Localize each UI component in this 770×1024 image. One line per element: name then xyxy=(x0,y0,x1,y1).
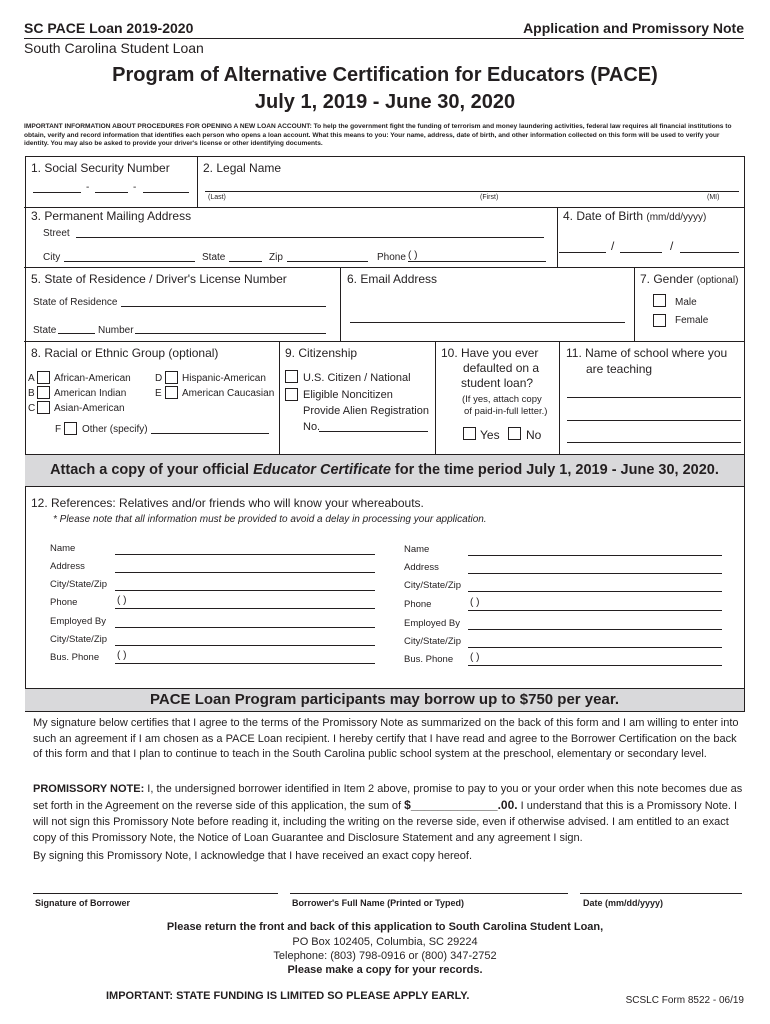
reference-2-field-5[interactable] xyxy=(468,629,722,630)
default-yes-label: Yes xyxy=(480,428,500,442)
dl-number-field[interactable] xyxy=(135,333,326,334)
divider xyxy=(279,341,280,454)
gender-male-checkbox[interactable] xyxy=(653,294,666,307)
gender-label xyxy=(640,272,738,286)
signature-field[interactable] xyxy=(33,893,278,894)
legal-name-first-caption: (First) xyxy=(480,194,499,201)
references-note: * Please note that all information must be provided to avoid a delay in processing your application. xyxy=(53,514,487,525)
race-option-letter: D xyxy=(155,373,163,384)
email-field[interactable] xyxy=(350,322,625,323)
reference-2-field-3[interactable] xyxy=(468,591,722,592)
alien-registration-label: Provide Alien Registration xyxy=(303,405,429,417)
reference-2-field-4[interactable] xyxy=(468,610,722,611)
attach-certificate-banner xyxy=(25,454,744,487)
school-label: 11. Name of school where you xyxy=(566,346,728,360)
date-field[interactable] xyxy=(580,893,742,894)
race-african-american-checkbox[interactable] xyxy=(37,371,50,384)
footer-important: IMPORTANT: STATE FUNDING IS LIMITED SO PLEASE APPLY EARLY. xyxy=(106,990,470,1002)
street-field[interactable] xyxy=(76,237,544,238)
legal-name-field[interactable] xyxy=(205,191,739,192)
loan-amount-field[interactable]: $_____________.00. xyxy=(404,798,518,812)
reference-field-label: Bus. Phone xyxy=(50,652,100,663)
divider xyxy=(24,267,744,268)
phone-paren: ( ) xyxy=(408,250,418,261)
header-rule xyxy=(24,38,744,39)
citizenship-us-checkbox[interactable] xyxy=(285,370,298,383)
state-field[interactable] xyxy=(229,261,262,262)
references-label: 12. References: Relatives and/or friends who will know your whereabouts. xyxy=(31,496,424,510)
default-label-3: student loan? xyxy=(461,376,534,390)
gender-hint: (optional) xyxy=(696,275,739,286)
ssn-field-3[interactable] xyxy=(143,192,189,193)
default-no-checkbox[interactable] xyxy=(508,427,521,440)
loan-limit-banner: PACE Loan Program participants may borrow up to $750 per year. xyxy=(25,688,744,712)
full-name-label: Borrower's Full Name (Printed or Typed) xyxy=(292,898,464,908)
page-title: Program of Alternative Certification for Educators (PACE) xyxy=(112,64,658,86)
dob-day-field[interactable] xyxy=(620,252,662,253)
ssn-field-1[interactable] xyxy=(33,192,81,193)
page-date-range: July 1, 2019 - June 30, 2020 xyxy=(254,91,516,113)
race-american-indian-checkbox[interactable] xyxy=(37,386,50,399)
divider xyxy=(197,156,198,207)
race-option-label: African-American xyxy=(54,373,131,384)
gender-female-checkbox[interactable] xyxy=(653,314,666,327)
email-label: 6. Email Address xyxy=(347,272,438,286)
legal-name-last-caption: (Last) xyxy=(208,194,226,201)
reference-2-field-2[interactable] xyxy=(468,573,722,574)
reference-2-field-7[interactable] xyxy=(468,665,722,666)
promissory-note-text xyxy=(33,781,745,846)
divider xyxy=(24,341,744,342)
dob-slash: / xyxy=(611,239,615,253)
reference-1-field-2[interactable] xyxy=(115,572,375,573)
race-option-label: Asian-American xyxy=(54,403,125,414)
dob-label-text: 4. Date of Birth xyxy=(563,209,644,223)
default-yes-checkbox[interactable] xyxy=(463,427,476,440)
city-label: City xyxy=(43,252,61,263)
race-asian-american-checkbox[interactable] xyxy=(37,401,50,414)
return-telephone: Telephone: (803) 798-0916 or (800) 347-2752 xyxy=(273,950,497,962)
promissory-text-1: I, the undersigned borrower identified in Item 2 above, promise to pay to you or your order when this note becomes due as set forth in the Agreement on the reverse side of this application, the sum of xyxy=(33,783,743,812)
ssn-dash: - xyxy=(86,182,90,193)
reference-field-label: Address xyxy=(50,561,85,572)
state-of-residence-field[interactable] xyxy=(121,306,326,307)
promissory-heading: PROMISSORY NOTE: xyxy=(33,783,145,795)
signature-label: Signature of Borrower xyxy=(35,898,131,908)
reference-1-field-5[interactable] xyxy=(115,627,375,628)
phone-paren: ( ) xyxy=(117,595,127,606)
reference-field-label: Name xyxy=(404,544,430,555)
promissory-text-2: I understand that this is a Promissory Note. I will not sign this Promissory Note before reading it, including the writing on the reverse side, even if otherwise advised. I am entitled to an exact copy of this Promissory Note, the Notice of Loan Guarantee and Disclosure Statement and any agreement I sign. xyxy=(33,800,738,844)
reference-1-field-4[interactable] xyxy=(115,608,375,609)
alien-registration-field[interactable] xyxy=(319,431,428,432)
header-left-title: SC PACE Loan 2019-2020 xyxy=(24,20,194,36)
attach-text-pre: Attach a copy of your official xyxy=(50,462,254,478)
reference-1-field-7[interactable] xyxy=(115,663,375,664)
zip-field[interactable] xyxy=(287,261,368,262)
dob-slash: / xyxy=(670,239,674,253)
dob-month-field[interactable] xyxy=(559,252,606,253)
citizenship-noncitizen-checkbox[interactable] xyxy=(285,388,298,401)
dob-year-field[interactable] xyxy=(680,252,739,253)
phone-label: Phone xyxy=(377,252,406,263)
dl-number-label: Number xyxy=(98,325,134,336)
acknowledge-text: By signing this Promissory Note, I acknowledge that I have received an exact copy hereof. xyxy=(33,850,473,862)
phone-field[interactable] xyxy=(408,261,546,262)
dob-hint: (mm/dd/yyyy) xyxy=(646,212,707,223)
street-label: Street xyxy=(43,228,70,239)
reference-field-label: Bus. Phone xyxy=(404,654,454,665)
return-copy-note: Please make a copy for your records. xyxy=(287,964,483,976)
race-hispanic-american-checkbox[interactable] xyxy=(165,371,178,384)
ssn-field-2[interactable] xyxy=(95,192,128,193)
residence-label: 5. State of Residence / Driver's License Number xyxy=(31,272,287,286)
attach-text-emphasis: Educator Certificate xyxy=(253,462,391,478)
phone-paren: ( ) xyxy=(470,652,480,663)
race-option-letter: E xyxy=(155,388,162,399)
divider xyxy=(24,207,744,208)
header-subtitle: South Carolina Student Loan xyxy=(24,40,204,56)
reference-2-field-1[interactable] xyxy=(468,555,722,556)
race-option-label: Other (specify) xyxy=(82,424,148,435)
reference-field-label: Employed By xyxy=(404,618,460,629)
reference-field-label: Name xyxy=(50,543,76,554)
divider xyxy=(557,207,558,267)
reference-field-label: City/State/Zip xyxy=(50,634,108,645)
important-info-notice: IMPORTANT INFORMATION ABOUT PROCEDURES FOR OPENING A NEW LOAN ACCOUNT: To help the government fight the funding of terrorism and money laundering activities, federal law requires all financial institutions to obtain, verify and record information that identifies each person who opens a loan account. What this means to you: Your name, address, date of birth, and other information collected on this form will be used to verify your identity. You may also be asked to provide your driver's license or other identifying documents. xyxy=(24,123,732,148)
certification-text: My signature below certifies that I agree to the terms of the Promissory Note as summarized on the back of this form and I am willing to enter into such an agreement if I am chosen as a PACE Loan recipient. I hereby certify that I have read and agree to the Borrower Certification on the back of this form and that I plan to continue to teach in the South Carolina public school system at the preschool, elementary or secondary level. xyxy=(33,717,739,760)
default-label: 10. Have you ever xyxy=(441,346,539,360)
reference-field-label: Phone xyxy=(404,599,432,610)
legal-name-mi-caption: (MI) xyxy=(707,194,720,201)
reference-1-field-1[interactable] xyxy=(115,554,375,555)
reference-field-label: Employed By xyxy=(50,616,106,627)
divider xyxy=(634,267,635,341)
school-field-1[interactable] xyxy=(567,397,741,398)
race-option-label: American Indian xyxy=(54,388,127,399)
divider xyxy=(340,267,341,341)
form-number: SCSLC Form 8522 - 06/19 xyxy=(625,995,744,1006)
reference-field-label: City/State/Zip xyxy=(404,580,462,591)
race-option-letter: F xyxy=(55,424,62,435)
school-field-3[interactable] xyxy=(567,442,741,443)
divider xyxy=(559,341,560,454)
race-other-checkbox[interactable] xyxy=(64,422,77,435)
citizenship-label: 9. Citizenship xyxy=(285,346,358,360)
gender-label-text: 7. Gender xyxy=(640,272,694,286)
citizenship-us-label: U.S. Citizen / National xyxy=(303,372,411,384)
return-address: PO Box 102405, Columbia, SC 29224 xyxy=(292,936,478,948)
dl-state-label: State xyxy=(33,325,57,336)
reference-field-label: City/State/Zip xyxy=(404,636,462,647)
full-name-field[interactable] xyxy=(290,893,568,894)
phone-paren: ( ) xyxy=(470,597,480,608)
header-right-title: Application and Promissory Note xyxy=(523,20,744,36)
citizenship-noncitizen-label: Eligible Noncitizen xyxy=(303,389,393,401)
reference-2-field-6[interactable] xyxy=(468,647,722,648)
race-other-field[interactable] xyxy=(151,433,269,434)
legal-name-label: 2. Legal Name xyxy=(203,161,282,175)
divider xyxy=(435,341,436,454)
school-label-2: are teaching xyxy=(586,362,653,376)
alien-registration-no-label: No. xyxy=(303,421,321,433)
state-label: State xyxy=(202,252,226,263)
phone-paren: ( ) xyxy=(117,650,127,661)
attach-text-post: for the time period July 1, 2019 - June 30, 2020. xyxy=(390,462,719,478)
state-of-residence-label: State of Residence xyxy=(33,297,118,308)
reference-field-label: City/State/Zip xyxy=(50,579,108,590)
gender-female-label: Female xyxy=(675,315,709,326)
reference-field-label: Address xyxy=(404,562,439,573)
return-instructions: Please return the front and back of this application to South Carolina Student Loan, xyxy=(166,921,604,933)
ssn-label: 1. Social Security Number xyxy=(31,161,170,175)
default-no-label: No xyxy=(526,428,542,442)
reference-1-field-6[interactable] xyxy=(115,645,375,646)
race-option-label: American Caucasian xyxy=(182,388,275,399)
reference-field-label: Phone xyxy=(50,597,78,608)
ssn-dash: - xyxy=(133,182,137,193)
race-american-caucasian-checkbox[interactable] xyxy=(165,386,178,399)
race-option-letter: C xyxy=(28,403,36,414)
default-note-2: of paid-in-full letter.) xyxy=(464,406,548,417)
reference-1-field-3[interactable] xyxy=(115,590,375,591)
race-option-label: Hispanic-American xyxy=(182,373,266,384)
race-option-letter: B xyxy=(28,388,35,399)
race-label: 8. Racial or Ethnic Group (optional) xyxy=(31,346,219,360)
city-field[interactable] xyxy=(64,261,195,262)
race-option-letter: A xyxy=(28,373,35,384)
dl-state-field[interactable] xyxy=(58,333,95,334)
default-note: (If yes, attach copy xyxy=(462,394,542,405)
date-label: Date (mm/dd/yyyy) xyxy=(583,898,664,908)
mailing-address-label: 3. Permanent Mailing Address xyxy=(31,209,192,223)
school-field-2[interactable] xyxy=(567,420,741,421)
dob-label xyxy=(563,209,706,223)
gender-male-label: Male xyxy=(675,297,697,308)
zip-label: Zip xyxy=(269,252,283,263)
default-label-2: defaulted on a xyxy=(463,361,540,375)
